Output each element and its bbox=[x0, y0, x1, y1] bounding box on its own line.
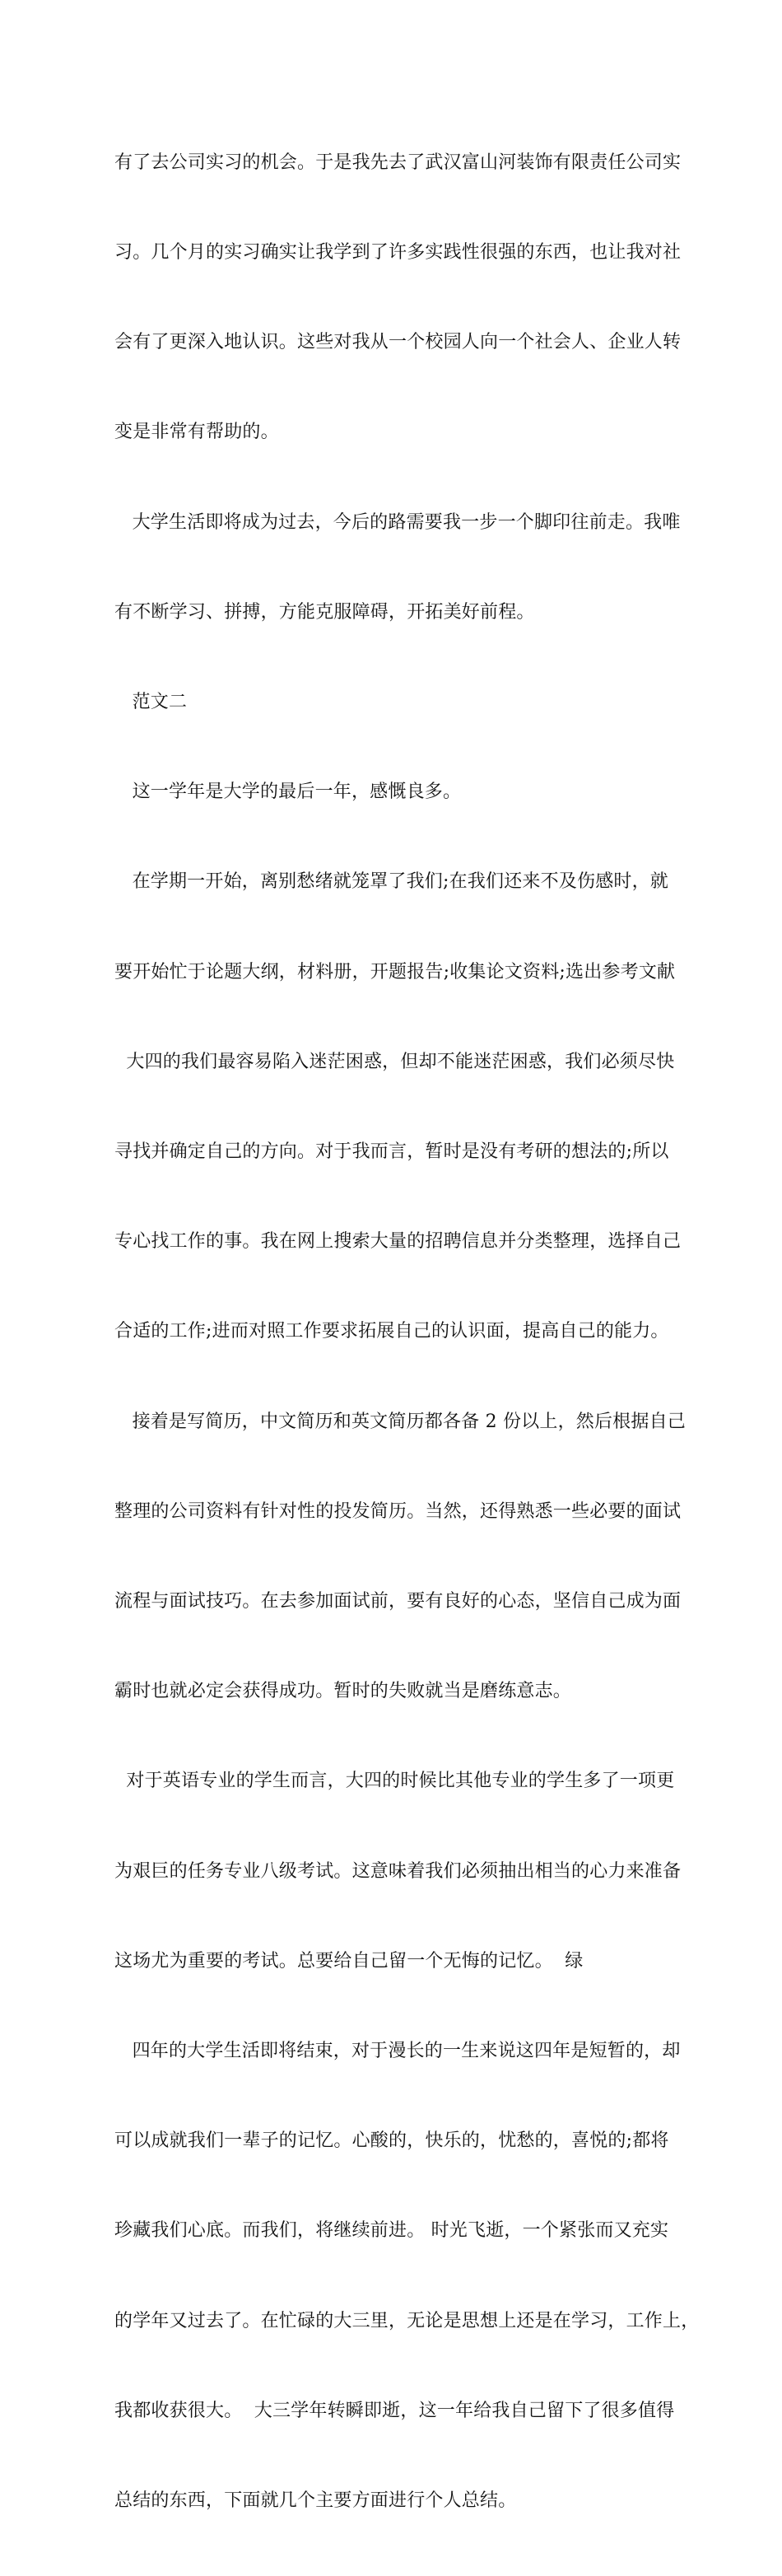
text-line: 大四的我们最容易陷入迷茫困惑，但却不能迷茫困惑，我们必须尽快 bbox=[114, 1051, 675, 1072]
text-line: 大学生活即将成为过去，今后的路需要我一步一个脚印往前走。我唯 bbox=[114, 511, 681, 533]
text-line: 这一学年是大学的最后一年，感慨良多。 bbox=[114, 782, 462, 803]
text-line: 珍藏我们心底。而我们，将继续前进。 时光飞逝，一个紧张而又充实 bbox=[114, 2220, 669, 2242]
text-line: 四年的大学生活即将结束，对于漫长的一生来说这四年是短暂的，却 bbox=[114, 2041, 681, 2062]
text-line: 专心找工作的事。我在网上搜索大量的招聘信息并分类整理，选择自己 bbox=[114, 1231, 682, 1253]
text-line: 这场尤为重要的考试。总要给自己留一个无悔的记忆。 绿 bbox=[114, 1950, 584, 1972]
text-line: 流程与面试技巧。在去参加面试前，要有良好的心态，坚信自己成为面 bbox=[114, 1591, 682, 1612]
text-line: 的学年又过去了。在忙碌的大三里，无论是思想上还是在学习，工作上， bbox=[114, 2310, 700, 2331]
text-line: 总结的东西，下面就几个主要方面进行个人总结。 bbox=[114, 2490, 517, 2512]
text-line: 对于英语专业的学生而言，大四的时候比其他专业的学生多了一项更 bbox=[114, 1771, 675, 1792]
text-line: 我都收获很大。 大三学年转瞬即逝，这一年给我自己留下了很多值得 bbox=[114, 2400, 675, 2421]
text-line: 有了去公司实习的机会。于是我先去了武汉富山河装饰有限责任公司实 bbox=[114, 152, 682, 173]
text-line: 为艰巨的任务专业八级考试。这意味着我们必须抽出相当的心力来准备 bbox=[114, 1860, 682, 1882]
text-line: 合适的工作;进而对照工作要求拓展自己的认识面，提高自己的能力。 bbox=[114, 1321, 669, 1342]
text-line: 寻找并确定自己的方向。对于我而言，暂时是没有考研的想法的;所以 bbox=[114, 1141, 669, 1163]
text-line: 接着是写简历，中文简历和英文简历都各备 2 份以上，然后根据自己 bbox=[114, 1411, 686, 1432]
text-line: 要开始忙于论题大纲，材料册，开题报告;收集论文资料;选出参考文献 bbox=[114, 961, 676, 982]
text-line: 变是非常有帮助的。 bbox=[114, 422, 279, 443]
text-line: 可以成就我们一辈子的记忆。心酸的，快乐的，忧愁的，喜悦的;都将 bbox=[114, 2130, 669, 2152]
text-line: 会有了更深入地认识。这些对我从一个校园人向一个社会人、企业人转 bbox=[114, 332, 682, 353]
text-line: 霸时也就必定会获得成功。暂时的失败就当是磨练意志。 bbox=[114, 1681, 572, 1702]
section-heading: 范文二 bbox=[114, 692, 188, 713]
text-line: 习。几个月的实习确实让我学到了许多实践性很强的东西，也让我对社 bbox=[114, 242, 682, 264]
text-line: 整理的公司资料有针对性的投发简历。当然，还得熟悉一些必要的面试 bbox=[114, 1500, 682, 1522]
text-line: 有不断学习、拼搏，方能克服障碍，开拓美好前程。 bbox=[114, 601, 535, 623]
text-line: 在学期一开始，离别愁绪就笼罩了我们;在我们还来不及伤感时，就 bbox=[114, 871, 668, 893]
document-body bbox=[114, 88, 700, 2576]
